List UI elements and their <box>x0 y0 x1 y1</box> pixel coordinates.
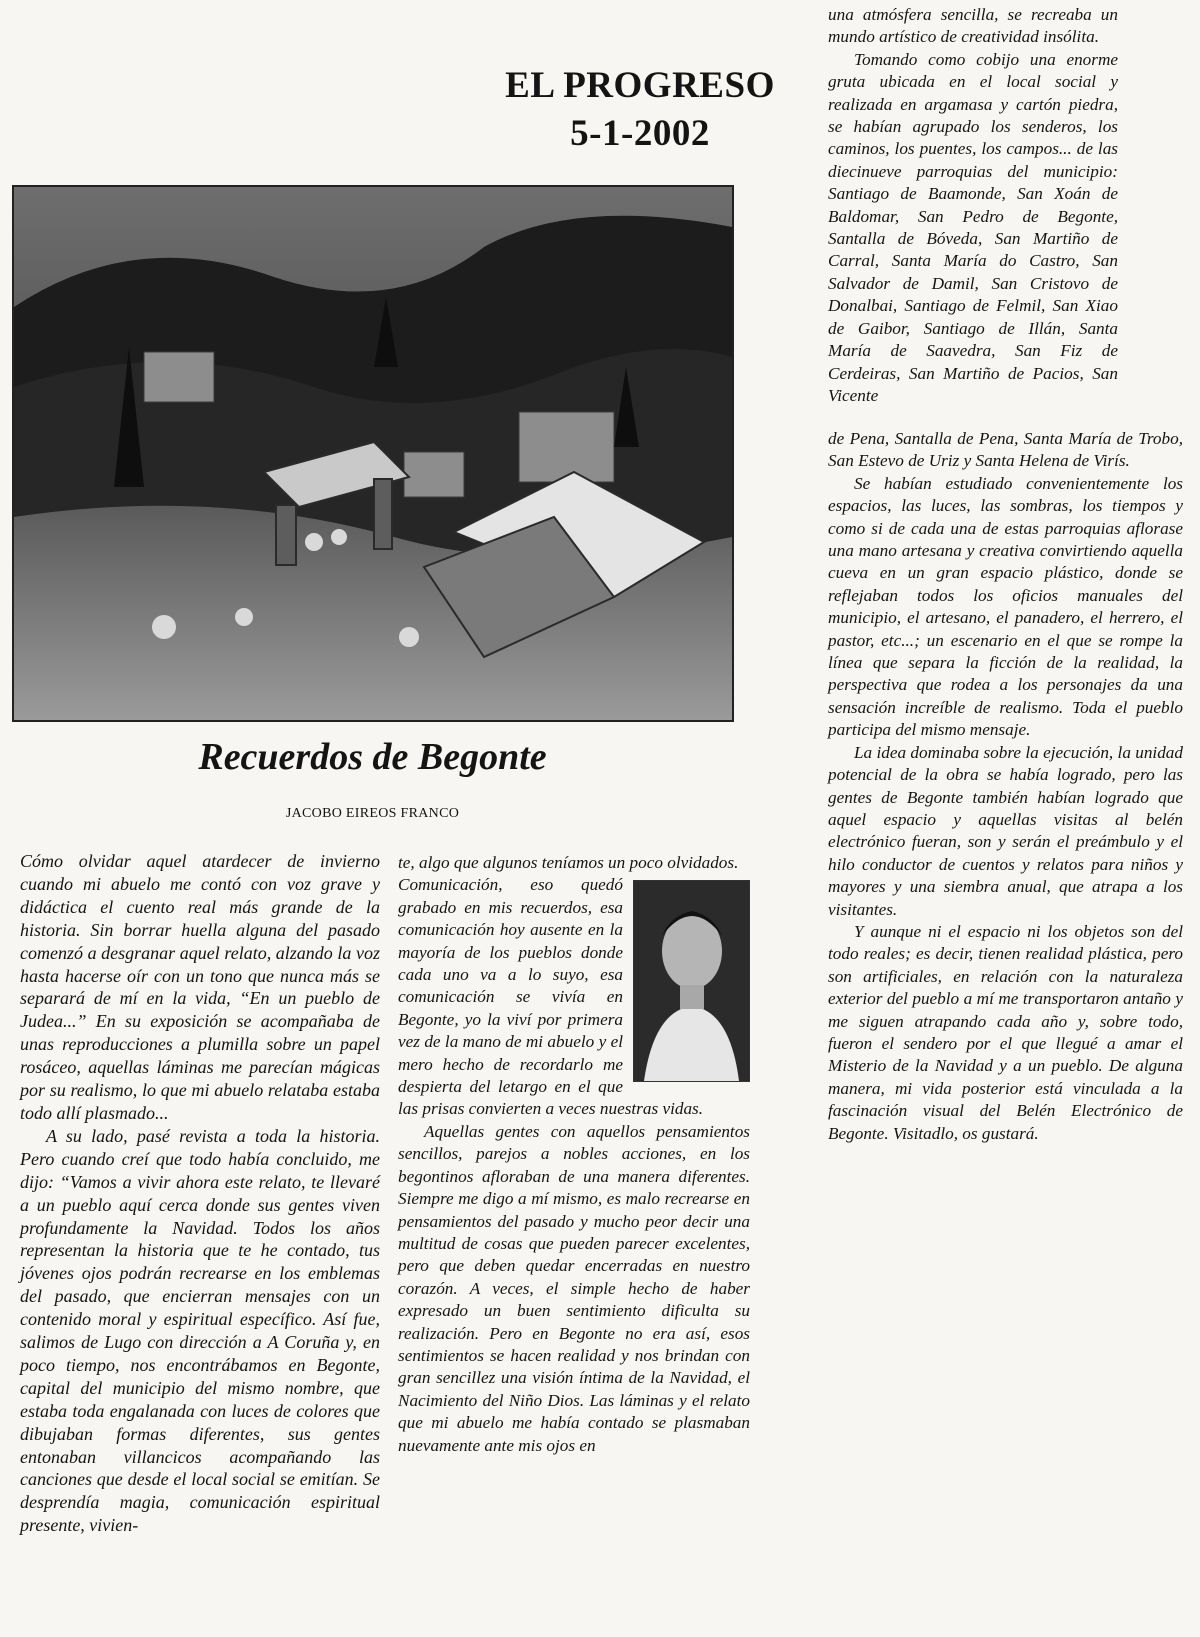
article-column-1 <box>20 850 380 1537</box>
publication-date: 5-1-2002 <box>570 113 710 154</box>
paragraph: Cómo olvidar aquel atardecer de invierno cuando mi abuelo me contó con voz grave y didáctica el cuento real más grande de la historia. Sin borrar huella alguna del pasado comenzó a desgranar aquel relato, alzando la voz hasta hacerse oír con un tono que nunca más se separará de mí en la vida, “En un pueblo de Judea...” En su exposición se acompañaba de unas reproducciones a plumilla sobre un papel rosáceo, aquellas láminas me parecían mágicas por su realismo, lo que mi abuelo relataba estaba todo allí plasmado... <box>20 851 380 1123</box>
paragraph: Comunicación, eso quedó grabado en mis recuerdos, esa comunicación hoy ausente en la mayoría de los pueblos donde cada uno va a lo suyo, esa comunicación se vivía en Begonte, yo la viví por primera vez de la mano de mi abuelo y el mero hecho de recordarlo me despierta del letargo en el que las prisas convierten a veces nuestras vidas. <box>398 875 704 1119</box>
nativity-scene-photo <box>12 185 734 722</box>
paragraph: Tomando como cobijo una enorme gruta ubicada en el local social y realizada en argamasa y cartón piedra, se habían agrupado los senderos, los caminos, los puentes, los campos... de las diecinueve parroquias del municipio: Santiago de Baamonde, San Xoán de Baldomar, San Pedro de Begonte, Santalla de Bóveda, San Martiño de Carral, Santa María do Castro, San Salvador de Damil, San Cristovo de Donalbai, Santiago de Felmil, San Xiao de Gaibor, Santiago de Illán, Santa María de Saavedra, San Fiz de Cerdeiras, San Martiño de Pacios, San Vicente <box>828 49 1118 405</box>
paragraph: A su lado, pasé revista a toda la historia. Pero cuando creí que todo había concluido, me dijo: “Vamos a vivir ahora este relato, te llevaré a un pueblo aquí cerca donde sus gentes viven profundamente la Navidad. Todos los años representan la historia que te he contado, tus jóvenes ojos podrán recrearse en los emblemas del pasado, que encierran mensajes con un contenido moral y espiritual específico. Así fue, salimos de Lugo con dirección a A Coruña y, en poco tiempo, nos encontrábamos en Begonte, capital del municipio del mismo nombre, que estaba toda engalanada con luces de colores que dibujaban formas diferentes, sus gentes entonaban villancicos acompañando las canciones que desde el local social se emitían. Se desprendía magia, comunicación espiritual presente, vivien- <box>20 1125 380 1536</box>
paragraph: Y aunque ni el espacio ni los objetos son del todo reales; es decir, tienen realidad plástica, pero son artificiales, en relación con la naturaleza exterior del pueblo a mí me transportaron antaño y me siguen atrapando cada año y, sobre todo, fueron el sendero por el que llegué a amar el Misterio de la Navidad y a un pueblo. De alguna manera, mi vida posterior está vinculada a la fascinación visual del Belén Electrónico de Begonte. Visitadlo, os gustará. <box>828 921 1183 1143</box>
article-column-3-top <box>828 4 1118 407</box>
article-byline: JACOBO EIREOS FRANCO <box>285 806 460 821</box>
paragraph: La idea dominaba sobre la ejecución, la unidad potencial de la obra se había logrado, pero las gentes de Begonte también habían logrado que aquel espacio y aquellas visitas al belén electrónico fueran, son y serán el preámbulo y el hilo conductor de cuentos y relatos para niños y mayores y una siembra anual, que atrapa a los visitantes. <box>828 742 1183 919</box>
article-column-3-bottom <box>828 428 1183 1145</box>
article-column-2 <box>398 852 750 1457</box>
masthead <box>505 62 775 158</box>
paragraph: te, algo que algunos teníamos un poco olvidados. <box>398 853 739 872</box>
paragraph: una atmósfera sencilla, se recreaba un mundo artístico de creatividad insólita. <box>828 5 1118 47</box>
paragraph: de Pena, Santalla de Pena, Santa María de Trobo, San Estevo de Uriz y Santa Helena de Virís. <box>828 429 1183 471</box>
newspaper-name: EL PROGRESO <box>505 65 775 106</box>
paragraph: Se habían estudiado convenientemente los espacios, las luces, las sombras, los tiempos y como si de cada una de estas parroquias aflorase una mano artesana y creativa convirtiendo aquella cueva en un gran espacio plástico, donde se reflejaban todos los oficios manuales del municipio, el artesano, el panadero, el herrero, el pastor, etc...; un escenario en el que se rompe la línea que separa la ficción de la realidad, la perspectiva que rodea a los personajes da una sensación increíble de realismo. Toda el pueblo participa del mismo mensaje. <box>828 473 1183 740</box>
author-portrait-photo <box>633 880 750 1082</box>
article-headline: Recuerdos de Begonte <box>198 736 547 778</box>
paragraph: Aquellas gentes con aquellos pensamientos sencillos, parejos a nobles acciones, en los begontinos afloraban de una manera diferentes. Siempre me digo a mí mismo, es malo recrearse en pensamientos del pasado y mucho peor decir una multitud de cosas que pueden parecer excelentes, pero que deben quedar encerradas en nuestro corazón. A veces, el simple hecho de haber expresado un buen sentimiento dificulta su realización. Pero en Begonte no era así, esos sentimientos se hacen realidad y nos brindan con gran sencillez una visión íntima de la Navidad, el Nacimiento del Niño Dios. Las láminas y el relato que mi abuelo me había contado se plasmaban nuevamente ante mis ojos en <box>398 1121 750 1455</box>
